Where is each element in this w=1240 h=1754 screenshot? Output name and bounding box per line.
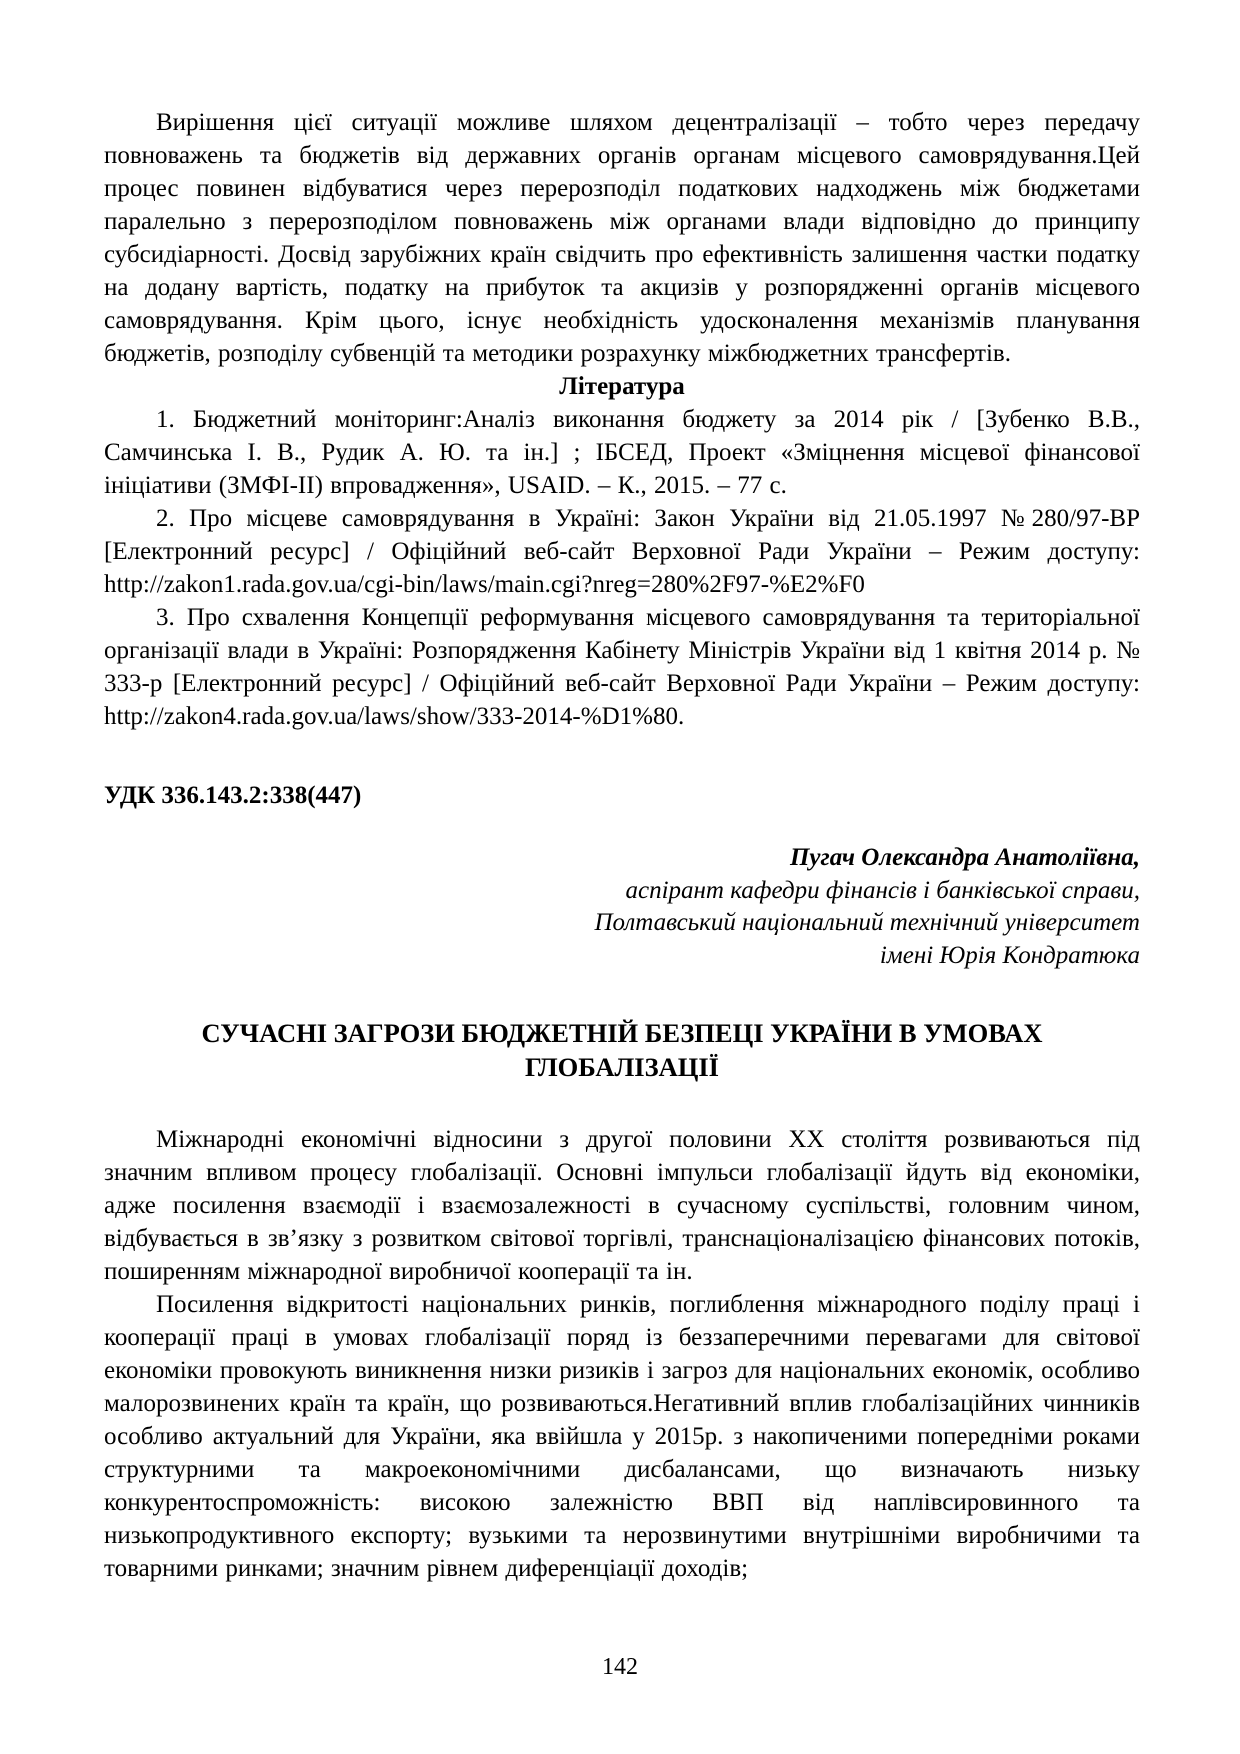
- author-block: [104, 842, 1140, 972]
- intro-paragraph: Вирішення цієї ситуації можливе шляхом децентралізації – тобто через передачу повноважень та бюджетів від державних органів органам місцевого самоврядування.Цей процес повинен відбуватися через перерозподіл податкових надходжень між бюджетами паралельно з перерозподілом повноважень між органами влади відповідно до принципу субсидіарності. Досвід зарубіжних країн свідчить про ефективність залишення частки податку на додану вартість, податку на прибуток та акцизів у розпорядженні органів місцевого самоврядування. Крім цього, існує необхідність удосконалення механізмів планування бюджетів, розподілу субвенцій та методики розрахунку міжбюджетних трансфертів.: [104, 109, 1140, 367]
- page-number: 142: [602, 1654, 638, 1681]
- author-name: Пугач Олександра Анатоліївна,: [789, 844, 1140, 871]
- literature-list: [104, 403, 1140, 733]
- literature-item: 1. Бюджетний моніторинг:Аналіз виконання бюджету за 2014 рік / [Зубенко В.В., Самчинська І. В., Рудик А. Ю. та ін.] ; ІБСЕД, Проект «Зміцнення місцевої фінансової ініціативи (ЗМФІ-ІІ) впровадження», USAID. – К., 2015. – 77 с.: [104, 406, 1140, 499]
- body-paragraph: Міжнародні економічні відносини з другої половини ХХ століття розвиваються під значним впливом процесу глобалізації. Основні імпульси глобалізації йдуть від економіки, адже посилення взаємодії і взаємозалежності в сучасному суспільстві, головним чином, відбувається в зв’язку з розвитком світової торгівлі, транснаціоналізацією фінансових потоків, поширенням міжнародної виробничої кооперації та ін.: [104, 1125, 1140, 1285]
- author-position: аспірант кафедри фінансів і банківської справи,: [625, 876, 1140, 904]
- udc-code: УДК 336.143.2:338(447): [104, 782, 362, 809]
- author-affiliation: імені Юрія Кондратюка: [879, 941, 1140, 969]
- literature-item: 2. Про місцеве самоврядування в Україні: Закон України від 21.05.1997 №280/97-ВР [Електронний ресурс] / Офіційний веб-сайт Верховної Ради України – Режим доступу: http://zakon1.rada.gov.ua/cgi-bin/laws/main.cgi?nreg=280%2F97-%E2%F0: [104, 505, 1140, 598]
- literature-heading: Література: [559, 373, 685, 400]
- literature-item: 3. Про схвалення Концепції реформування місцевого самоврядування та територіальної організації влади в Україні: Розпорядження Кабінету Міністрів України від 1 квітня 2014 р. № 333-р [Електронний ресурс] / Офіційний веб-сайт Верховної Ради України – Режим доступу: http://zakon4.rada.gov.ua/laws/show/333-2014-%D1%80.: [104, 604, 1140, 730]
- article-body: [104, 1123, 1140, 1585]
- body-paragraph: Посилення відкритості національних ринків, поглиблення міжнародного поділу праці і кооперації праці в умовах глобалізації поряд із беззаперечними перевагами для світової економіки провокують виникнення низки ризиків і загроз для національних економік, особливо малорозвинених країн та країн, що розвиваються.Негативний вплив глобалізаційних чинників особливо актуальний для України, яка ввійшла у 2015р. з накопиченими попередніми роками структурними та макроекономічними дисбалансами, що визначають низьку конкурентоспроможність: високою залежністю ВВП від наплівсировинного та низькопродуктивного експорту; вузькими та нерозвинутими внутрішніми виробничими та товарними ринками; значним рівнем диференціації доходів;: [104, 1290, 1140, 1582]
- author-affiliation: Полтавський національний технічний університет: [594, 909, 1140, 936]
- article-title: СУЧАСНІ ЗАГРОЗИ БЮДЖЕТНІЙ БЕЗПЕЦІ УКРАЇНИ В УМОВАХ ГЛОБАЛІЗАЦІЇ: [201, 1018, 1043, 1083]
